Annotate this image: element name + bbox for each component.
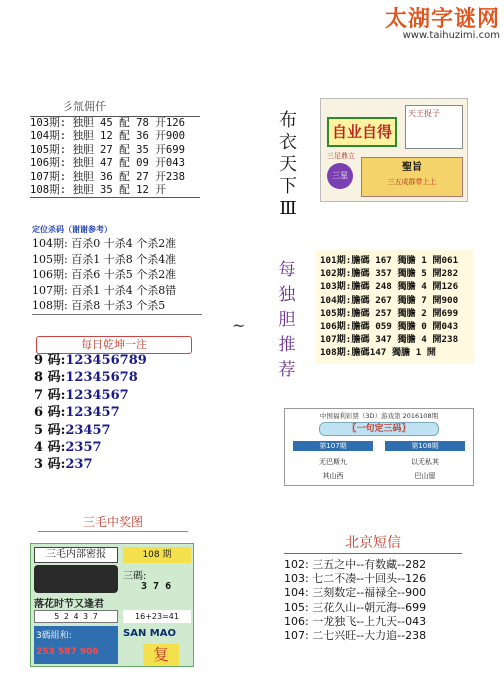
poster-issue: 108 期 (123, 547, 191, 563)
table-row: 103期:膽碼 248 獨膽 4 開126 (320, 281, 459, 293)
poster-char: 复 (143, 644, 179, 666)
buyi-title: 布衣天下Ⅲ (279, 110, 297, 219)
watermark-url: www.taihuzimi.com (402, 30, 500, 41)
card-side-title: 天王捉子 (405, 105, 463, 149)
daily-pick-banner: 每日乾坤一注 (36, 336, 192, 354)
table-row: 102期:膽碼 357 獨膽 5 開282 (320, 268, 459, 280)
table-row: 104: 三刻数定--福禄全--900 (284, 586, 427, 600)
beijing-sms-table (284, 558, 464, 643)
separator-mark: ~ (232, 316, 246, 335)
table-row: 108期:膽碼147 獨膽 1 開 (320, 347, 436, 359)
table-row: 102: 三五之中--有数藏--282 (284, 558, 427, 571)
kill-code-table (32, 236, 202, 315)
table-row: 105: 三花久山--朝元海--699 (284, 600, 427, 614)
table-row: 108期: 独胆 35 配 12 开 (30, 184, 166, 197)
lottery-header: 中国福利彩票（3D）游戏第 2016108期 (319, 412, 439, 420)
table-row: 106期: 独胆 47 配 09 开043 (30, 157, 186, 170)
table-row: 9 码:123456789 (34, 353, 147, 368)
table-row: 106期:膽碼 059 獨膽 0 開043 (320, 321, 459, 333)
watermark-title: 太湖字谜网 (384, 7, 500, 32)
sanmao-poster (30, 543, 194, 667)
lottery-left: 第107期 无巴斯九 其山西 (293, 441, 373, 481)
table-row: 107: 二七兴旺--大力追--238 (284, 629, 427, 643)
beijing-sms-title: 北京短信 (284, 532, 462, 554)
daily-pick-table (34, 352, 194, 474)
poster-sums-box: 3碼組和: 253 587 906 (34, 626, 118, 664)
table-row: 8 码:12345678 (34, 370, 138, 386)
poster-line2: 落花时节又逢君 (34, 599, 104, 610)
table-row: 107期: 百杀1 十杀4 个杀8错 (32, 283, 177, 297)
table-row: 101期:膽碼 167 獨膽 1 開061 (320, 255, 459, 266)
sanmao-banner: 三毛中奖图 (38, 512, 188, 532)
lottery-banner: 〖一句定三码〗 (319, 422, 439, 436)
table-row: 104期: 独胆 12 配 36 开900 (30, 130, 186, 143)
table-row: 107期:膽碼 347 獨膽 4 開238 (320, 334, 459, 346)
three-code: 3 7 6 (141, 581, 172, 592)
table-row: 105期: 独胆 27 配 35 开699 (30, 143, 186, 156)
card-sub: 三足鼎立 (327, 152, 355, 160)
dudan-header: 彡氚佣仟 (62, 100, 106, 113)
poster-emblem (34, 565, 118, 593)
table-row: 103期: 独胆 45 配 78 开126 (30, 117, 186, 129)
table-row: 105期:膽碼 257 獨膽 2 開699 (320, 307, 459, 319)
table-row: 104期:膽碼 267 獨膽 7 開900 (320, 294, 459, 306)
table-row: 6 码:123457 (34, 405, 120, 421)
table-row: 106期: 百杀6 十杀5 个杀2准 (32, 268, 177, 281)
lottery-card (284, 408, 474, 486)
table-row: 108期: 百杀8 十杀3 个杀5 (32, 299, 166, 312)
poster-title: 三毛内部密报 (34, 547, 118, 563)
buyi-card (320, 98, 468, 202)
table-row: 103: 七二不凑--十回头--126 (284, 572, 427, 586)
table-row: 3 码:237 (34, 457, 93, 473)
table-row: 104期: 百杀0 十杀4 个杀2准 (32, 237, 177, 250)
kill-code-title: 定位杀码（谢谢参考） (32, 225, 112, 234)
poster-sum: 16+23=41 (123, 610, 191, 623)
card-emblem: 三星 (327, 163, 353, 189)
table-row: 7 码:1234567 (34, 387, 129, 403)
table-row: 5 码:23457 (34, 422, 111, 438)
table-row: 4 码:2357 (34, 440, 102, 456)
dudan-recommend-table (316, 250, 474, 364)
table-row: 106: 一龙独飞--上九天--043 (284, 614, 427, 628)
site-watermark (385, 2, 500, 41)
three-code-label: 三碼: (123, 571, 147, 582)
card-main-phrase: 自业自得 (327, 117, 397, 147)
poster-brand: SAN MAO (123, 628, 176, 639)
table-row: 107期: 独胆 36 配 27 开238 (30, 170, 186, 183)
dudan-table (30, 116, 200, 198)
table-row: 105期: 百杀1 十杀8 个杀4准 (32, 252, 177, 266)
poster-nums: 5 2 4 3 7 (34, 610, 118, 623)
dudan-vertical-title: 每独胆推荐 (278, 260, 296, 380)
card-scroll: 聖旨 三五成群带上上 (361, 157, 463, 197)
lottery-right: 第108期 以无私其 巴山留 (385, 441, 465, 481)
